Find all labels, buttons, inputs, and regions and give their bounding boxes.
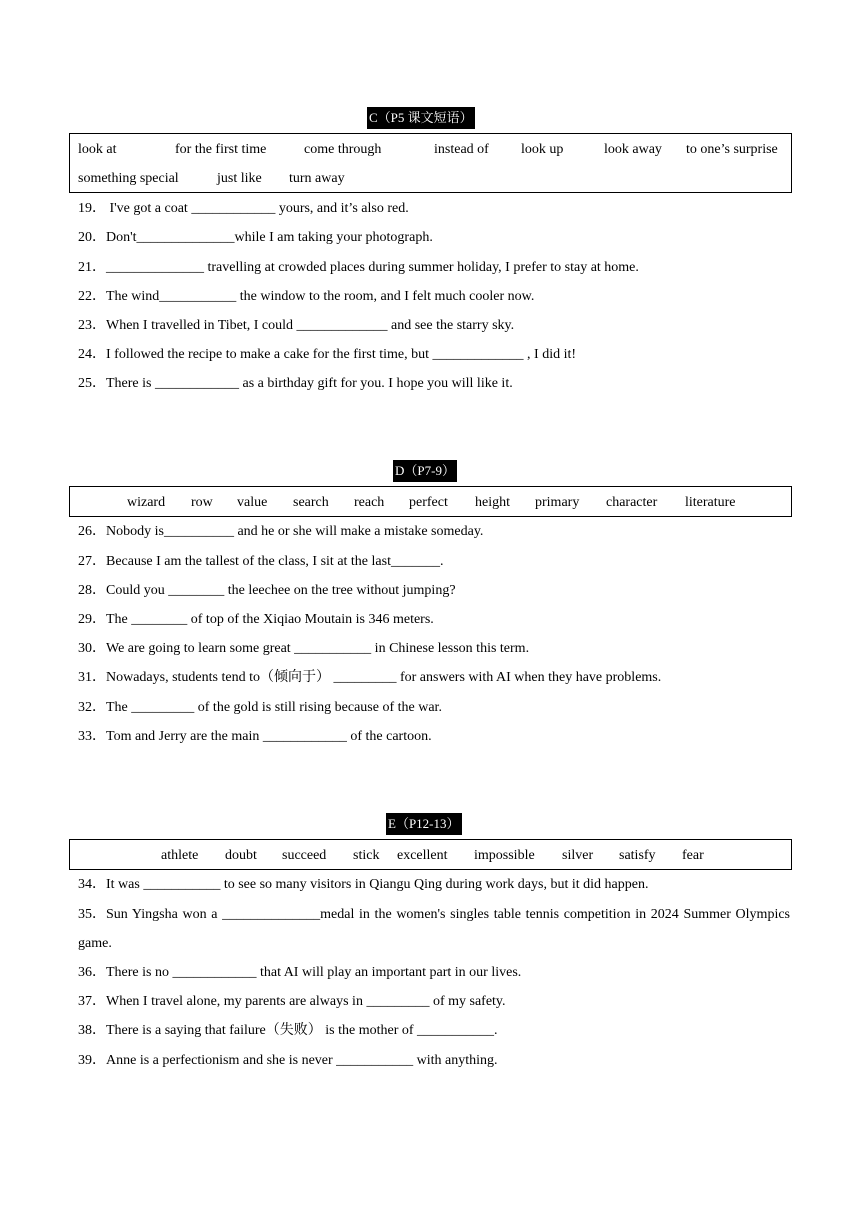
word-bank-item: silver	[562, 848, 594, 863]
word-bank-item: excellent	[397, 848, 448, 863]
question-37	[78, 992, 790, 1012]
word-bank-item: impossible	[474, 848, 535, 863]
question-text: Anne is a perfectionism and she is never ___________ with anything.	[106, 1053, 498, 1068]
word-bank-item: primary	[535, 495, 580, 510]
word-bank-item: for the first time	[175, 142, 267, 157]
question-text: Because I am the tallest of the class, I sit at the last_______.	[106, 554, 444, 569]
word-bank-item: doubt	[225, 848, 257, 863]
question-number: 37．	[78, 994, 106, 1009]
question-text: Sun Yingsha won a ______________medal in the women's singles table tennis competition in 2024 Summer Olympics game.	[78, 907, 790, 951]
section-d-title: D（P7-9）	[393, 460, 457, 482]
question-number: 33．	[78, 729, 106, 744]
question-text: It was ___________ to see so many visitors in Qiangu Qing during work days, but it did happen.	[106, 877, 649, 892]
question-text: Don't______________while I am taking your photograph.	[106, 230, 433, 245]
word-bank-item: wizard	[127, 495, 166, 510]
word-bank-item: succeed	[282, 848, 327, 863]
question-38	[78, 1021, 790, 1041]
question-text: The ________ of top of the Xiqiao Moutain is 346 meters.	[106, 612, 434, 627]
section-c-title: C（P5 课文短语）	[367, 107, 475, 129]
question-number: 27．	[78, 554, 106, 569]
word-bank-item: turn away	[289, 171, 345, 186]
section-d-word-box	[69, 486, 792, 517]
word-row	[70, 493, 791, 513]
question-22	[78, 287, 790, 307]
question-number: 26．	[78, 524, 106, 539]
question-text: ______________ travelling at crowded places during summer holiday, I prefer to stay at home.	[106, 260, 639, 275]
question-number: 39．	[78, 1053, 106, 1068]
question-number: 20．	[78, 230, 106, 245]
word-bank-item: something special	[78, 171, 179, 186]
question-35	[78, 900, 790, 958]
question-number: 38．	[78, 1023, 106, 1038]
word-bank-item: satisfy	[619, 848, 656, 863]
word-bank-item: value	[237, 495, 268, 510]
question-25	[78, 374, 790, 394]
section-c-word-box	[69, 133, 792, 193]
question-number: 28．	[78, 583, 106, 598]
question-31	[78, 668, 790, 688]
question-number: 24．	[78, 347, 106, 362]
word-bank-item: stick	[353, 848, 380, 863]
word-bank-item: athlete	[161, 848, 199, 863]
question-number: 25．	[78, 376, 106, 391]
question-text: There is ____________ as a birthday gift for you. I hope you will like it.	[106, 376, 513, 391]
word-bank-item: character	[606, 495, 658, 510]
word-bank-item: come through	[304, 142, 382, 157]
word-bank-item: look away	[604, 142, 662, 157]
word-bank-item: fear	[682, 848, 704, 863]
word-bank-item: row	[191, 495, 213, 510]
word-row	[70, 846, 791, 866]
question-24	[78, 345, 790, 365]
question-number: 21．	[78, 260, 106, 275]
question-number: 35．	[78, 907, 106, 922]
question-number: 32．	[78, 700, 106, 715]
question-number: 22．	[78, 289, 106, 304]
question-30	[78, 639, 790, 659]
word-bank-item: look up	[521, 142, 564, 157]
question-text: The wind___________ the window to the room, and I felt much cooler now.	[106, 289, 535, 304]
question-text: The _________ of the gold is still rising because of the war.	[106, 700, 442, 715]
question-text: There is no ____________ that AI will play an important part in our lives.	[106, 965, 522, 980]
word-bank-item: height	[475, 495, 510, 510]
question-number: 31．	[78, 670, 106, 685]
question-text: I've got a coat ____________ yours, and it’s also red.	[106, 201, 409, 216]
question-text: There is a saying that failure（失败） is the mother of ___________.	[106, 1023, 498, 1038]
question-26	[78, 522, 790, 542]
word-bank-item: search	[293, 495, 329, 510]
question-number: 19．	[78, 201, 106, 216]
question-text: Could you ________ the leechee on the tree without jumping?	[106, 583, 456, 598]
question-20	[78, 228, 790, 248]
question-32	[78, 698, 790, 718]
word-bank-item: literature	[685, 495, 736, 510]
word-row	[70, 140, 791, 160]
question-19	[78, 199, 790, 219]
word-row	[70, 169, 791, 189]
question-28	[78, 581, 790, 601]
question-23	[78, 316, 790, 336]
question-number: 29．	[78, 612, 106, 627]
question-text: When I travelled in Tibet, I could _____________ and see the starry sky.	[106, 318, 515, 333]
question-29	[78, 610, 790, 630]
question-27	[78, 552, 790, 572]
question-34	[78, 875, 790, 895]
section-e-word-box	[69, 839, 792, 870]
question-text: When I travel alone, my parents are always in _________ of my safety.	[106, 994, 506, 1009]
question-number: 30．	[78, 641, 106, 656]
word-bank-item: to one’s surprise	[686, 142, 778, 157]
question-33	[78, 727, 790, 747]
word-bank-item: instead of	[434, 142, 489, 157]
section-e-title: E（P12-13）	[386, 813, 462, 835]
question-text: We are going to learn some great ___________ in Chinese lesson this term.	[106, 641, 530, 656]
question-text: Tom and Jerry are the main ____________ of the cartoon.	[106, 729, 432, 744]
question-number: 34．	[78, 877, 106, 892]
question-21	[78, 258, 790, 278]
question-36	[78, 963, 790, 983]
question-number: 36．	[78, 965, 106, 980]
question-text: Nowadays, students tend to（倾向于） _________ for answers with AI when they have problems.	[106, 670, 662, 685]
word-bank-item: look at	[78, 142, 117, 157]
word-bank-item: perfect	[409, 495, 448, 510]
question-text: Nobody is__________ and he or she will make a mistake someday.	[106, 524, 484, 539]
question-39	[78, 1051, 790, 1071]
question-text: I followed the recipe to make a cake for the first time, but _____________ , I did it!	[106, 347, 577, 362]
word-bank-item: reach	[354, 495, 385, 510]
question-number: 23．	[78, 318, 106, 333]
word-bank-item: just like	[217, 171, 262, 186]
